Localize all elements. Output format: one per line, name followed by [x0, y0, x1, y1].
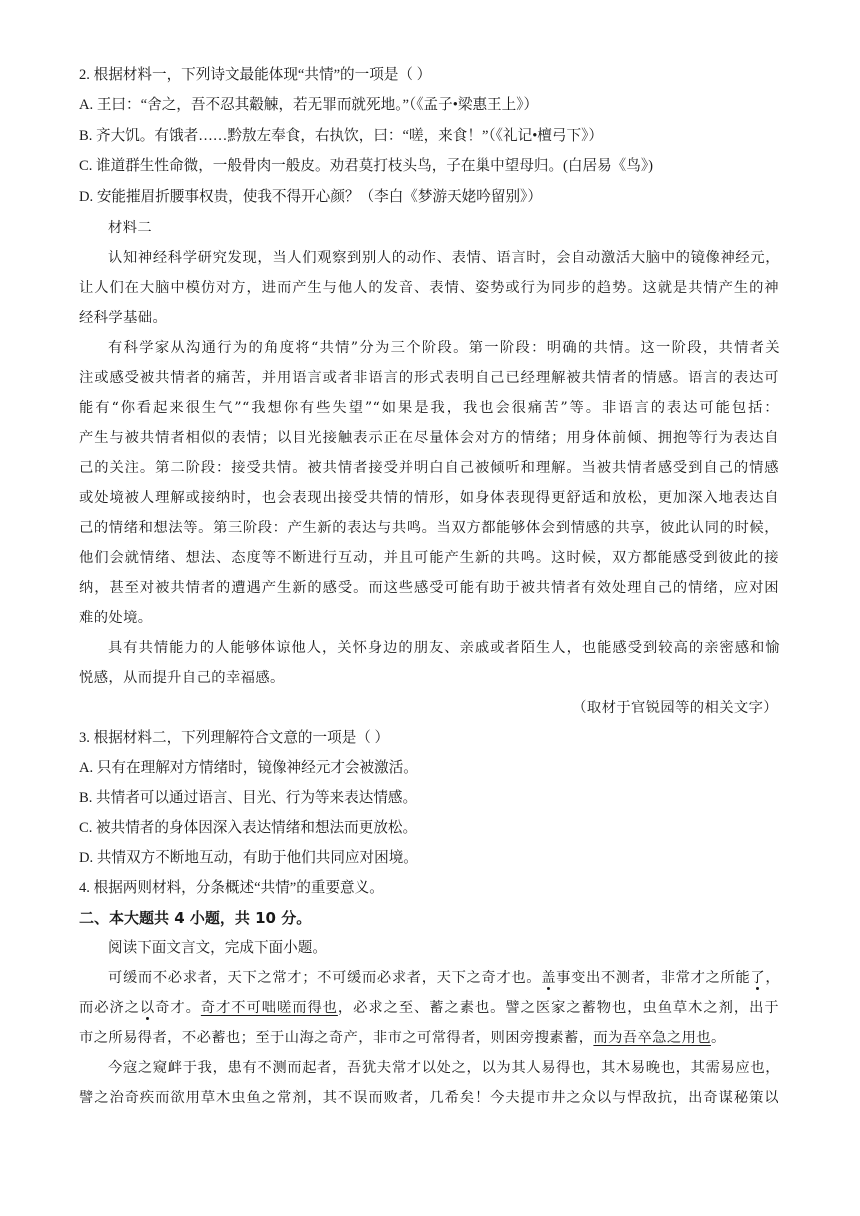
classical-text: 而必济之 — [79, 1000, 140, 1016]
classical-text: 事变出不测者，非常才之所能 — [556, 970, 751, 986]
classical-text: 市之所易得者，不必蓄也；至于山海之奇产，非市之可常得者，则困旁搜素蓄， — [79, 1030, 594, 1046]
material2-p2-line: 能有“你看起来很生气”“我想你有些失望”“如果是我，我也会很痛苦”等。非语言的表达可能包括： — [79, 400, 779, 416]
q2-option-a: A. 王曰：“舍之，吾不忍其觳觫，若无罪而就死地。”（《孟子•梁惠王上》） — [79, 97, 539, 113]
section2-heading: 二、本大题共 4 小题，共 10 分。 — [79, 909, 312, 927]
material2-label: 材料二 — [108, 220, 153, 236]
material2-p2-line: 注或感受被共情者的痛苦，并用语言或者非语言的形式表明自己已经理解被共情者的情感。语言的表达可 — [79, 370, 779, 386]
q3-stem: 3. 根据材料二，下列理解符合文意的一项是（ ） — [79, 730, 390, 746]
classical-p1-line — [79, 1028, 779, 1048]
q4-stem: 4. 根据两则材料，分条概述“共情”的重要意义。 — [79, 880, 384, 896]
emphasis-char: 盖 — [541, 970, 557, 986]
section2-instruction: 阅读下面文言文，完成下面小题。 — [108, 940, 327, 956]
material2-p1-line: 让人们在大脑中模仿对方，进而产生与他人的发音、表情、姿势或行为同步的趋势。这就是共情产生的神 — [79, 280, 779, 296]
classical-text: 奇才。 — [155, 1000, 201, 1016]
emphasis-char: 以 — [139, 1000, 156, 1016]
emphasis-char: 了 — [750, 970, 766, 986]
material2-source: （取材于官锐园等的相关文字） — [572, 700, 778, 716]
q3-option-b: B. 共情者可以通过语言、目光、行为等来表达情感。 — [79, 790, 418, 806]
material2-p1-line: 经科学基础。 — [79, 310, 168, 326]
material2-p2-line: 己的情绪和想法等。第三阶段：产生新的表达与共鸣。当双方都能够体会到情感的共享，彼此认同的时候， — [79, 520, 779, 536]
classical-text: ，必求之至、蓄之素也。譬之医家之蓄物也，虫鱼草木之剂，出于 — [337, 1000, 779, 1016]
classical-p2-line: 譬之治奇疾而欲用草木虫鱼之常剂，其不误而败者，几希矣！今夫提市井之众以与悍敌抗，出奇谋秘策以 — [79, 1090, 779, 1106]
material2-p2-line: 难的处境。 — [79, 610, 153, 626]
underlined-sentence: 奇才不可咄嗟而得也 — [200, 1000, 338, 1016]
material2-p2-line: 他们会就情绪、想法、态度等不断进行互动，并且可能产生新的共鸣。这时候，双方都能感受到彼此的接 — [79, 550, 779, 566]
classical-text: 。 — [710, 1030, 726, 1046]
material2-p2-line: 己的关注。第二阶段：接受共情。被共情者接受并明白自己被倾听和理解。当被共情者感受到自己的情感 — [79, 460, 779, 476]
material2-p3-line: 悦感，从而提升自己的幸福感。 — [79, 670, 285, 686]
q3-option-c: C. 被共情者的身体因深入表达情绪和想法而更放松。 — [79, 820, 418, 836]
material2-p2-line: 产生与被共情者相似的表情；以目光接触表示正在尽量体会对方的情绪；用身体前倾、拥抱等行为表达自 — [79, 430, 779, 446]
material2-p1-line: 认知神经科学研究发现，当人们观察到别人的动作、表情、语言时，会自动激活大脑中的镜像神经元， — [108, 250, 780, 266]
q2-option-d: D. 安能摧眉折腰事权贵，使我不得开心颜？（李白《梦游天姥吟留别》） — [79, 189, 542, 205]
material2-p2-line: 或处境被人理解或接纳时，也会表现出接受共情的情形，如身体表现得更舒适和放松，更加深入地表达自 — [79, 490, 779, 506]
classical-text: ， — [765, 970, 781, 986]
classical-p1-line — [79, 998, 779, 1018]
underlined-sentence: 而为吾卒急之用也 — [593, 1030, 711, 1046]
q2-option-c: C. 谁道群生性命微，一般骨肉一般皮。劝君莫打枝头鸟，子在巢中望母归。(白居易《鸟》) — [79, 158, 654, 174]
material2-p2-line: 纳，甚至对被共情者的遭遇产生新的感受。而这些感受可能有助于被共情者有效处理自己的情绪，应对困 — [79, 580, 779, 596]
q2-stem: 2. 根据材料一，下列诗文最能体现“共情”的一项是（ ） — [79, 67, 432, 83]
q2-option-b: B. 齐大饥。有饿者……黔敖左奉食，右执饮，曰：“嗟，来食！”（《礼记•檀弓下》） — [79, 128, 603, 144]
material2-p2-line: 有科学家从沟通行为的角度将“共情”分为三个阶段。第一阶段：明确的共情。这一阶段，共情者关 — [108, 340, 780, 356]
classical-text: 可缓而不必求者，天下之常才；不可缓而必求者，天下之奇才也。 — [108, 970, 542, 986]
classical-p2-line: 今寇之窥衅于我，患有不测而起者，吾犹夫常才以处之，以为其人易得也，其木易晚也，其需易应也， — [108, 1060, 780, 1076]
q3-option-d: D. 共情双方不断地互动，有助于他们共同应对困境。 — [79, 850, 418, 866]
q3-option-a: A. 只有在理解对方情绪时，镜像神经元才会被激活。 — [79, 760, 418, 776]
material2-p3-line: 具有共情能力的人能够体谅他人，关怀身边的朋友、亲戚或者陌生人，也能感受到较高的亲密感和愉 — [108, 640, 780, 656]
classical-p1-line — [108, 968, 780, 988]
